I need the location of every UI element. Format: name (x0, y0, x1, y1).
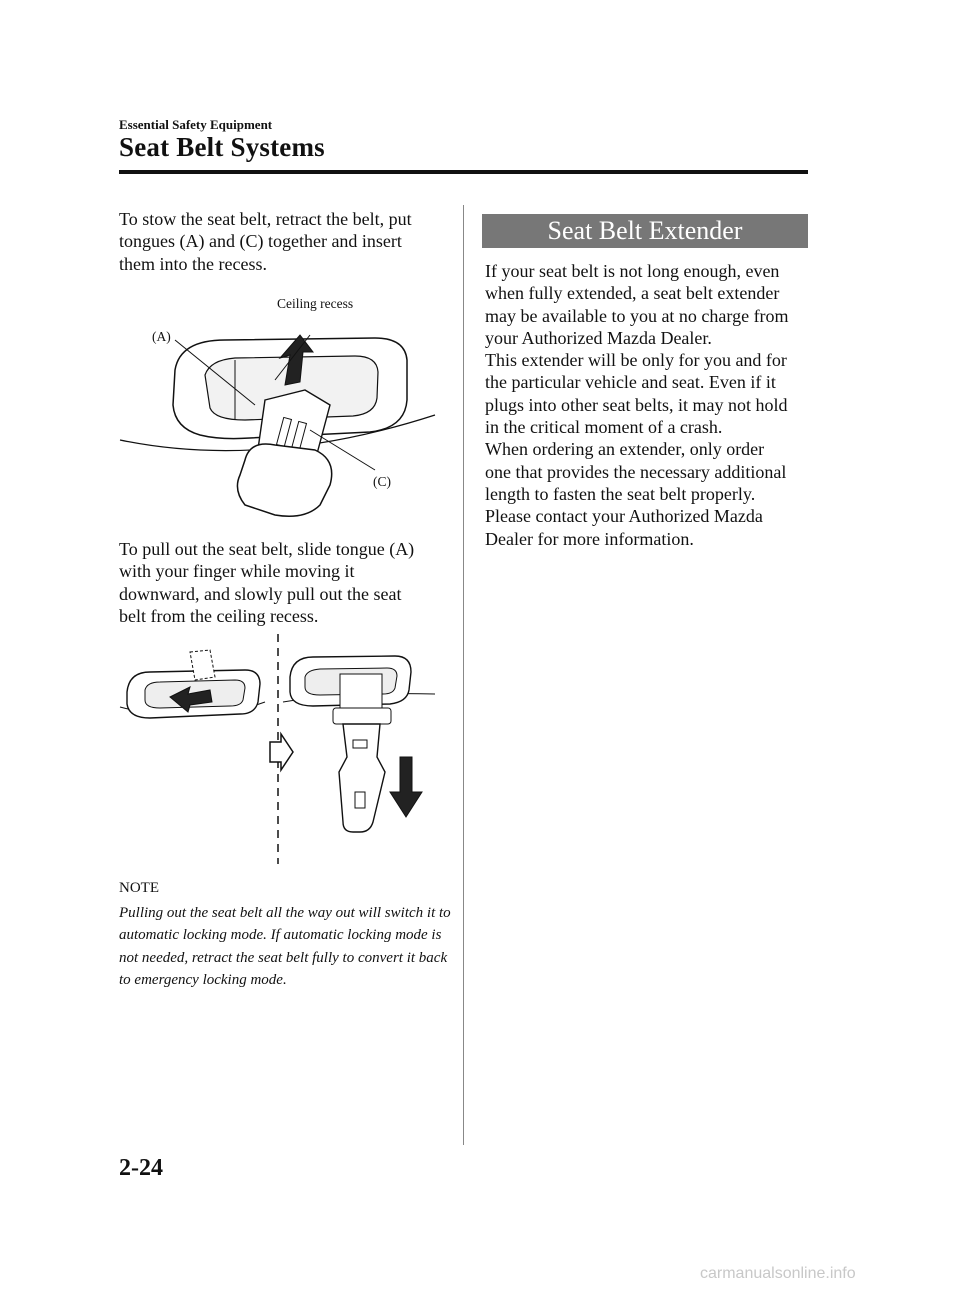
text-line: If your seat belt is not long enough, even (485, 261, 780, 281)
text-line: To stow the seat belt, retract the belt, put (119, 209, 412, 229)
text-line: When ordering an extender, only order (485, 439, 765, 460)
text-line: plugs into other seat belts, it may not hold (485, 394, 788, 415)
text-line: tongues (A) and (C) together and insert (119, 231, 402, 252)
watermark: carmanualsonline.info (700, 1265, 856, 1282)
note-heading: NOTE (119, 880, 159, 896)
text-line: with your finger while moving it (119, 561, 355, 582)
pull-out-seat-belt-illustration (115, 632, 445, 867)
section-banner: Seat Belt Extender (482, 214, 808, 248)
text-line: the particular vehicle and seat. Even if it (485, 372, 776, 393)
text-line: your Authorized Mazda Dealer. (485, 327, 712, 348)
text-line: in the critical moment of a crash. (485, 417, 723, 438)
text-line: one that provides the necessary additional (485, 461, 787, 482)
text-line: them into the recess. (119, 253, 267, 274)
page-number: 2-24 (119, 1155, 163, 1181)
pull-out-paragraph (119, 538, 414, 627)
text-line: Dealer for more information. (485, 528, 694, 549)
title-rule (119, 170, 808, 174)
stow-paragraph (119, 208, 412, 275)
text-line: Please contact your Authorized Mazda (485, 506, 763, 527)
page-title: Seat Belt Systems (119, 132, 325, 162)
text-line: when fully extended, a seat belt extender (485, 283, 780, 304)
text-line: length to fasten the seat belt properly. (485, 483, 756, 504)
text-line: This extender will be only for you and for (485, 350, 787, 371)
stow-seat-belt-illustration (115, 310, 445, 525)
text-line: downward, and slowly pull out the seat (119, 583, 402, 604)
section-label: Essential Safety Equipment (119, 117, 273, 132)
label-tongue-c: (C) (373, 474, 391, 489)
text-line: belt from the ceiling recess. (119, 605, 319, 626)
text-line: may be available to you at no charge from (485, 305, 789, 326)
note-text: Pulling out the seat belt all the way out will switch it to automatic locking mode. If automatic locking mode is not needed, retract the seat belt fully to convert it back to emergency locking mode. (119, 905, 451, 988)
label-ceiling-recess: Ceiling recess (277, 296, 354, 311)
extender-paragraph (485, 260, 789, 550)
text-line: To pull out the seat belt, slide tongue (A) (119, 539, 415, 559)
label-tongue-a: (A) (152, 329, 171, 344)
column-divider (463, 205, 464, 1145)
